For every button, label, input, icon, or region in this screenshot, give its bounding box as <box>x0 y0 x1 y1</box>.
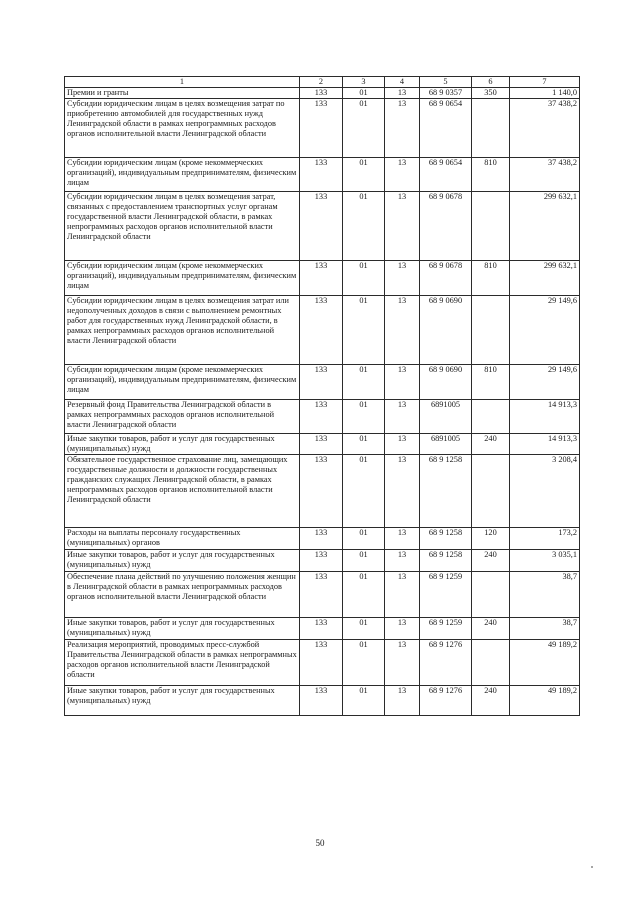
cell-col2: 133 <box>300 617 343 639</box>
cell-col2: 133 <box>300 527 343 549</box>
cell-col6: 810 <box>472 157 510 191</box>
cell-col3: 01 <box>343 399 385 433</box>
cell-col4: 13 <box>385 260 420 295</box>
cell-col6 <box>472 571 510 617</box>
cell-col2: 133 <box>300 433 343 454</box>
cell-col3: 01 <box>343 433 385 454</box>
cell-col6: 240 <box>472 549 510 571</box>
cell-col6 <box>472 295 510 364</box>
cell-col6: 350 <box>472 88 510 99</box>
cell-col6: 240 <box>472 433 510 454</box>
table-row <box>65 685 580 715</box>
cell-col5: 68 9 1258 <box>420 454 472 527</box>
cell-col4: 13 <box>385 639 420 685</box>
cell-col6 <box>472 98 510 157</box>
cell-col2: 133 <box>300 639 343 685</box>
cell-col5: 68 9 0654 <box>420 157 472 191</box>
cell-name: Обеспечение плана действий по улучшению положения женщин в Ленинградской области в рамках непрограммных расходов органов исполнительной власти Ленинградской области <box>65 571 300 617</box>
cell-col3: 01 <box>343 364 385 399</box>
cell-col5: 68 9 1259 <box>420 617 472 639</box>
cell-col6: 810 <box>472 260 510 295</box>
table-row <box>65 191 580 260</box>
cell-col4: 13 <box>385 549 420 571</box>
cell-name: Иные закупки товаров, работ и услуг для государственных (муниципальных) нужд <box>65 549 300 571</box>
column-header-2: 2 <box>300 77 343 88</box>
cell-col2: 133 <box>300 260 343 295</box>
cell-col7: 29 149,6 <box>510 295 580 364</box>
cell-col5: 68 9 0678 <box>420 191 472 260</box>
cell-col5: 68 9 0690 <box>420 364 472 399</box>
cell-name: Субсидии юридическим лицам в целях возмещения затрат или недополученных доходов в связи с выполнением ремонтных работ для государственных нужд Ленинградской области, в рамках непрограммных расходов органов исполнительной власти Ленинградской области <box>65 295 300 364</box>
cell-col2: 133 <box>300 454 343 527</box>
cell-col5: 68 9 0357 <box>420 88 472 99</box>
cell-col3: 01 <box>343 527 385 549</box>
column-header-6: 6 <box>472 77 510 88</box>
cell-name: Субсидии юридическим лицам (кроме некоммерческих организаций), индивидуальным предпринимателям, физическим лицам <box>65 260 300 295</box>
cell-col2: 133 <box>300 364 343 399</box>
cell-col7: 14 913,3 <box>510 433 580 454</box>
cell-col2: 133 <box>300 571 343 617</box>
table-row <box>65 571 580 617</box>
cell-col5: 68 9 0678 <box>420 260 472 295</box>
cell-col3: 01 <box>343 98 385 157</box>
cell-name: Реализация мероприятий, проводимых пресс-службой Правительства Ленинградской области в рамках непрограммных расходов органов исполнительной власти Ленинградской области <box>65 639 300 685</box>
table-body <box>65 88 580 716</box>
cell-col3: 01 <box>343 571 385 617</box>
cell-col3: 01 <box>343 639 385 685</box>
column-header-5: 5 <box>420 77 472 88</box>
table-row <box>65 98 580 157</box>
cell-col6: 240 <box>472 685 510 715</box>
cell-col5: 68 9 1259 <box>420 571 472 617</box>
table-row <box>65 617 580 639</box>
cell-col5: 6891005 <box>420 433 472 454</box>
cell-name: Субсидии юридическим лицам в целях возмещения затрат по приобретению автомобилей для государственных нужд Ленинградской области в рамках непрограммных расходов органов исполнительной власти Ленинградской области <box>65 98 300 157</box>
cell-col7: 14 913,3 <box>510 399 580 433</box>
page-number: 50 <box>315 838 325 848</box>
scan-artifact <box>591 866 593 868</box>
table-row <box>65 527 580 549</box>
cell-col7: 299 632,1 <box>510 191 580 260</box>
cell-col4: 13 <box>385 295 420 364</box>
cell-col6 <box>472 191 510 260</box>
cell-name: Резервный фонд Правительства Ленинградской области в рамках непрограммных расходов органов исполнительной власти Ленинградской области <box>65 399 300 433</box>
cell-name: Субсидии юридическим лицам (кроме некоммерческих организаций), индивидуальным предпринимателям, физическим лицам <box>65 157 300 191</box>
cell-col2: 133 <box>300 98 343 157</box>
column-header-4: 4 <box>385 77 420 88</box>
cell-col7: 37 438,2 <box>510 98 580 157</box>
cell-col5: 6891005 <box>420 399 472 433</box>
cell-name: Субсидии юридическим лицам в целях возмещения затрат, связанных с предоставлением транспортных услуг органам государственной власти Ленинградской области, в рамках непрограммных расходов органов исполнительной власти Ленинградской области <box>65 191 300 260</box>
cell-name: Премии и гранты <box>65 88 300 99</box>
cell-col4: 13 <box>385 157 420 191</box>
cell-col2: 133 <box>300 399 343 433</box>
cell-col4: 13 <box>385 527 420 549</box>
cell-col3: 01 <box>343 191 385 260</box>
cell-col4: 13 <box>385 399 420 433</box>
table-row <box>65 399 580 433</box>
cell-col3: 01 <box>343 685 385 715</box>
cell-col7: 3 035,1 <box>510 549 580 571</box>
column-header-7: 7 <box>510 77 580 88</box>
column-header-3: 3 <box>343 77 385 88</box>
table-row <box>65 549 580 571</box>
cell-col2: 133 <box>300 549 343 571</box>
budget-table <box>64 76 580 716</box>
cell-col4: 13 <box>385 98 420 157</box>
cell-col6 <box>472 639 510 685</box>
cell-col3: 01 <box>343 260 385 295</box>
cell-col5: 68 9 1258 <box>420 549 472 571</box>
cell-col7: 49 189,2 <box>510 685 580 715</box>
table-row <box>65 364 580 399</box>
cell-name: Иные закупки товаров, работ и услуг для государственных (муниципальных) нужд <box>65 433 300 454</box>
table-row <box>65 454 580 527</box>
cell-name: Субсидии юридическим лицам (кроме некоммерческих организаций), индивидуальным предпринимателям, физическим лицам <box>65 364 300 399</box>
cell-col2: 133 <box>300 88 343 99</box>
cell-col6: 120 <box>472 527 510 549</box>
cell-col4: 13 <box>385 571 420 617</box>
cell-col7: 299 632,1 <box>510 260 580 295</box>
cell-name: Обязательное государственное страхование лиц, замещающих государственные должности и должности государственных гражданских служащих Ленинградской области, в рамках непрограммных расходов органов исполнительной власти Ленинградской области <box>65 454 300 527</box>
cell-name: Иные закупки товаров, работ и услуг для государственных (муниципальных) нужд <box>65 617 300 639</box>
cell-col6 <box>472 454 510 527</box>
cell-col2: 133 <box>300 685 343 715</box>
cell-col4: 13 <box>385 617 420 639</box>
cell-col4: 13 <box>385 364 420 399</box>
cell-name: Расходы на выплаты персоналу государственных (муниципальных) органов <box>65 527 300 549</box>
cell-col5: 68 9 0654 <box>420 98 472 157</box>
cell-col7: 29 149,6 <box>510 364 580 399</box>
cell-col2: 133 <box>300 295 343 364</box>
table-row <box>65 260 580 295</box>
table-row <box>65 433 580 454</box>
cell-col4: 13 <box>385 191 420 260</box>
cell-col3: 01 <box>343 88 385 99</box>
cell-col7: 1 140,0 <box>510 88 580 99</box>
table-row <box>65 88 580 99</box>
table-header-row <box>65 77 580 88</box>
cell-col5: 68 9 0690 <box>420 295 472 364</box>
cell-name: Иные закупки товаров, работ и услуг для государственных (муниципальных) нужд <box>65 685 300 715</box>
cell-col4: 13 <box>385 433 420 454</box>
cell-col3: 01 <box>343 295 385 364</box>
cell-col6: 240 <box>472 617 510 639</box>
table-row <box>65 295 580 364</box>
cell-col7: 173,2 <box>510 527 580 549</box>
table-row <box>65 157 580 191</box>
cell-col4: 13 <box>385 685 420 715</box>
column-header-1: 1 <box>65 77 300 88</box>
cell-col7: 37 438,2 <box>510 157 580 191</box>
cell-col4: 13 <box>385 88 420 99</box>
cell-col5: 68 9 1276 <box>420 639 472 685</box>
cell-col7: 49 189,2 <box>510 639 580 685</box>
cell-col6: 810 <box>472 364 510 399</box>
cell-col2: 133 <box>300 191 343 260</box>
table-row <box>65 639 580 685</box>
cell-col3: 01 <box>343 549 385 571</box>
cell-col7: 3 208,4 <box>510 454 580 527</box>
cell-col4: 13 <box>385 454 420 527</box>
cell-col7: 38,7 <box>510 571 580 617</box>
cell-col6 <box>472 399 510 433</box>
cell-col3: 01 <box>343 617 385 639</box>
cell-col3: 01 <box>343 454 385 527</box>
cell-col5: 68 9 1276 <box>420 685 472 715</box>
cell-col7: 38,7 <box>510 617 580 639</box>
cell-col2: 133 <box>300 157 343 191</box>
cell-col5: 68 9 1258 <box>420 527 472 549</box>
cell-col3: 01 <box>343 157 385 191</box>
